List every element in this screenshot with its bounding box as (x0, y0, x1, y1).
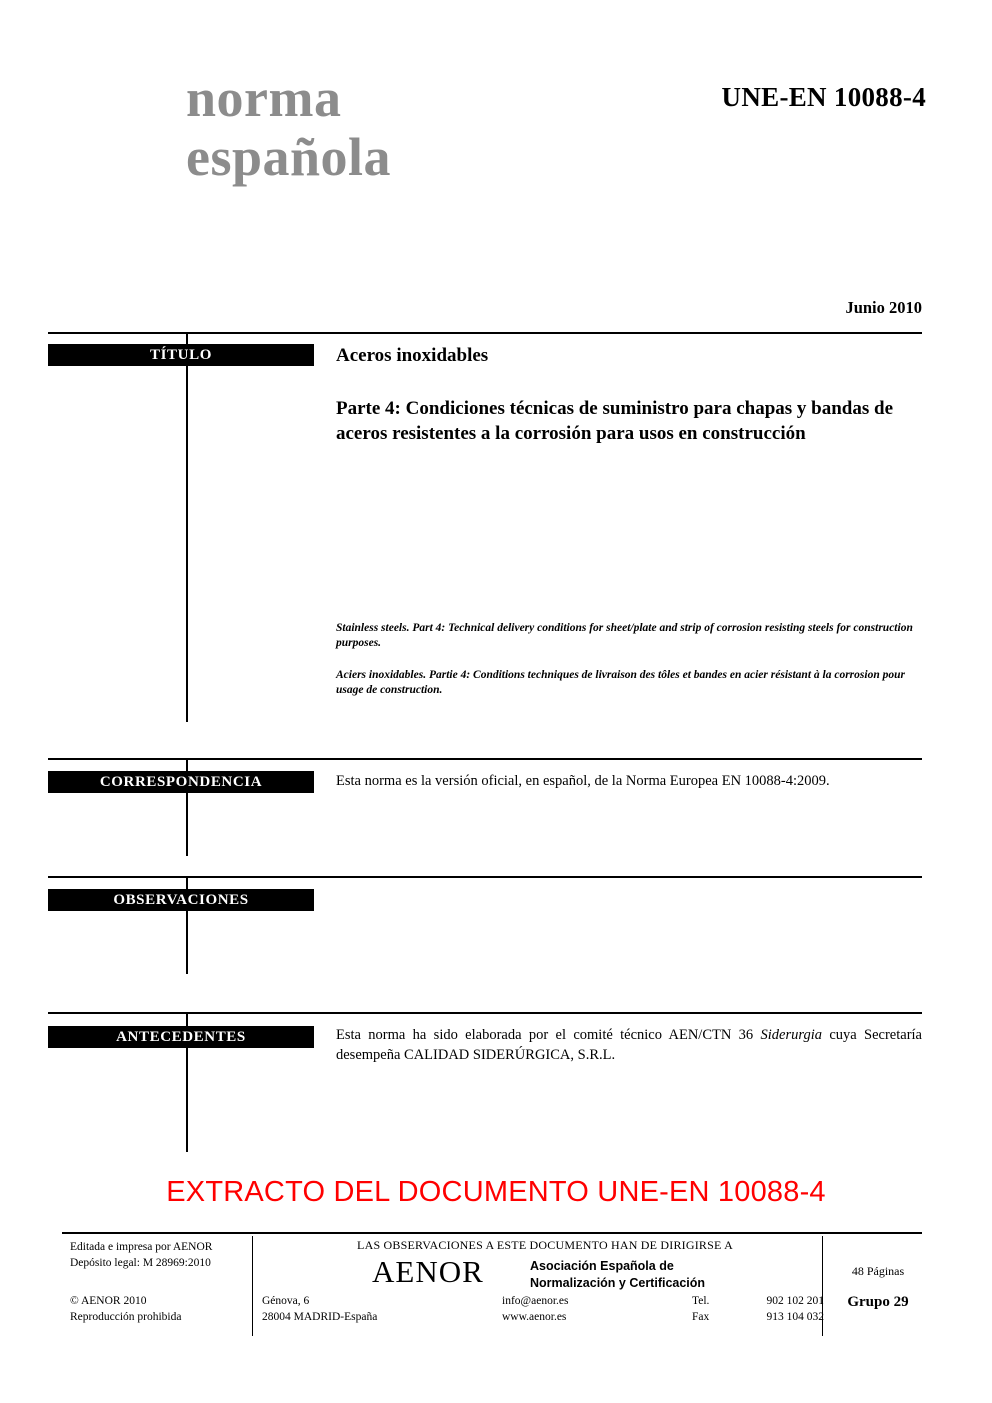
rule-top (48, 332, 922, 334)
footer-contact (502, 1294, 568, 1325)
footer-address-line2: 28004 MADRID-España (262, 1310, 378, 1323)
footer-fax-value: 913 104 032 (766, 1310, 824, 1323)
footer-observations-notice: LAS OBSERVACIONES A ESTE DOCUMENTO HAN DE DIRIGIRSE A (357, 1238, 733, 1252)
title-main: Aceros inoxidables (336, 345, 489, 366)
footer-fax-label: Fax (692, 1310, 710, 1323)
footer (62, 1232, 922, 1342)
footer-editor-line1: Editada e impresa por AENOR (70, 1241, 213, 1253)
document-code: UNE-EN 10088-4 (721, 82, 926, 112)
footer-phone-labels (692, 1294, 709, 1325)
footer-org-subtitle (530, 1258, 705, 1292)
brand-line-2: española (186, 126, 392, 187)
antecedentes-text-part1: Esta norma ha sido elaborada por el comité técnico AEN/CTN 36 (336, 1027, 761, 1043)
antecedentes-text (336, 1026, 922, 1065)
extract-banner: EXTRACTO DEL DOCUMENTO UNE-EN 10088-4 (166, 1176, 826, 1208)
rule-antecedentes (48, 1012, 922, 1014)
footer-address-line1: Génova, 6 (262, 1295, 310, 1307)
title-subtitle: Parte 4: Condiciones técnicas de suministro para chapas y bandas de aceros resistentes a la corrosión para usos en construcción (336, 398, 894, 445)
footer-copyright-line1: © AENOR 2010 (70, 1295, 147, 1307)
footer-tel-value: 902 102 201 (766, 1295, 824, 1307)
rule-observaciones (48, 876, 922, 878)
footer-group: Grupo 29 (847, 1294, 909, 1310)
antecedentes-text-part2: cuya Secretaría desempeña CALIDAD SIDERÚRGICA, S.R.L. (336, 1027, 922, 1063)
correspondencia-text: Esta norma es la versión oficial, en español, de la Norma Europea EN 10088-4:2009. (336, 773, 830, 789)
footer-website[interactable]: www.aenor.es (502, 1310, 567, 1323)
footer-tel-label: Tel. (692, 1295, 710, 1307)
footer-copyright-line2: Reproducción prohibida (70, 1310, 182, 1323)
tag-correspondencia: CORRESPONDENCIA (48, 771, 314, 793)
brand-line-1: norma (186, 68, 342, 128)
footer-editor (70, 1240, 250, 1271)
rule-correspondencia (48, 758, 922, 760)
footer-editor-line2: Depósito legal: M 28969:2010 (70, 1256, 211, 1269)
footer-page-count: 48 Páginas (851, 1264, 905, 1278)
tag-observaciones: OBSERVACIONES (48, 889, 314, 911)
footer-address (262, 1294, 377, 1325)
title-translation-en: Stainless steels. Part 4: Technical delivery conditions for sheet/plate and strip of corrosion resisting steels for construction purposes. (336, 622, 913, 649)
footer-org-subtitle-line2: Normalización y Certificación (530, 1275, 706, 1290)
antecedentes-text-italic: Siderurgia (760, 1027, 822, 1043)
title-translation-fr: Aciers inoxidables. Partie 4: Conditions techniques de livraison des tôles et bandes en acier résistant à la corrosion pour usage de construction. (336, 669, 905, 696)
tag-titulo: TÍTULO (48, 344, 314, 366)
footer-copyright (70, 1294, 250, 1325)
footer-email[interactable]: info@aenor.es (502, 1295, 569, 1307)
masthead (186, 70, 926, 185)
publication-date: Junio 2010 (845, 298, 922, 317)
footer-org-subtitle-line1: Asociación Española de (530, 1259, 674, 1273)
footer-phone-numbers (734, 1294, 824, 1325)
footer-separator-left (252, 1236, 253, 1336)
tag-antecedentes: ANTECEDENTES (48, 1026, 314, 1048)
spine-segment-titulo (186, 332, 188, 722)
footer-org-name: AENOR (372, 1254, 484, 1289)
